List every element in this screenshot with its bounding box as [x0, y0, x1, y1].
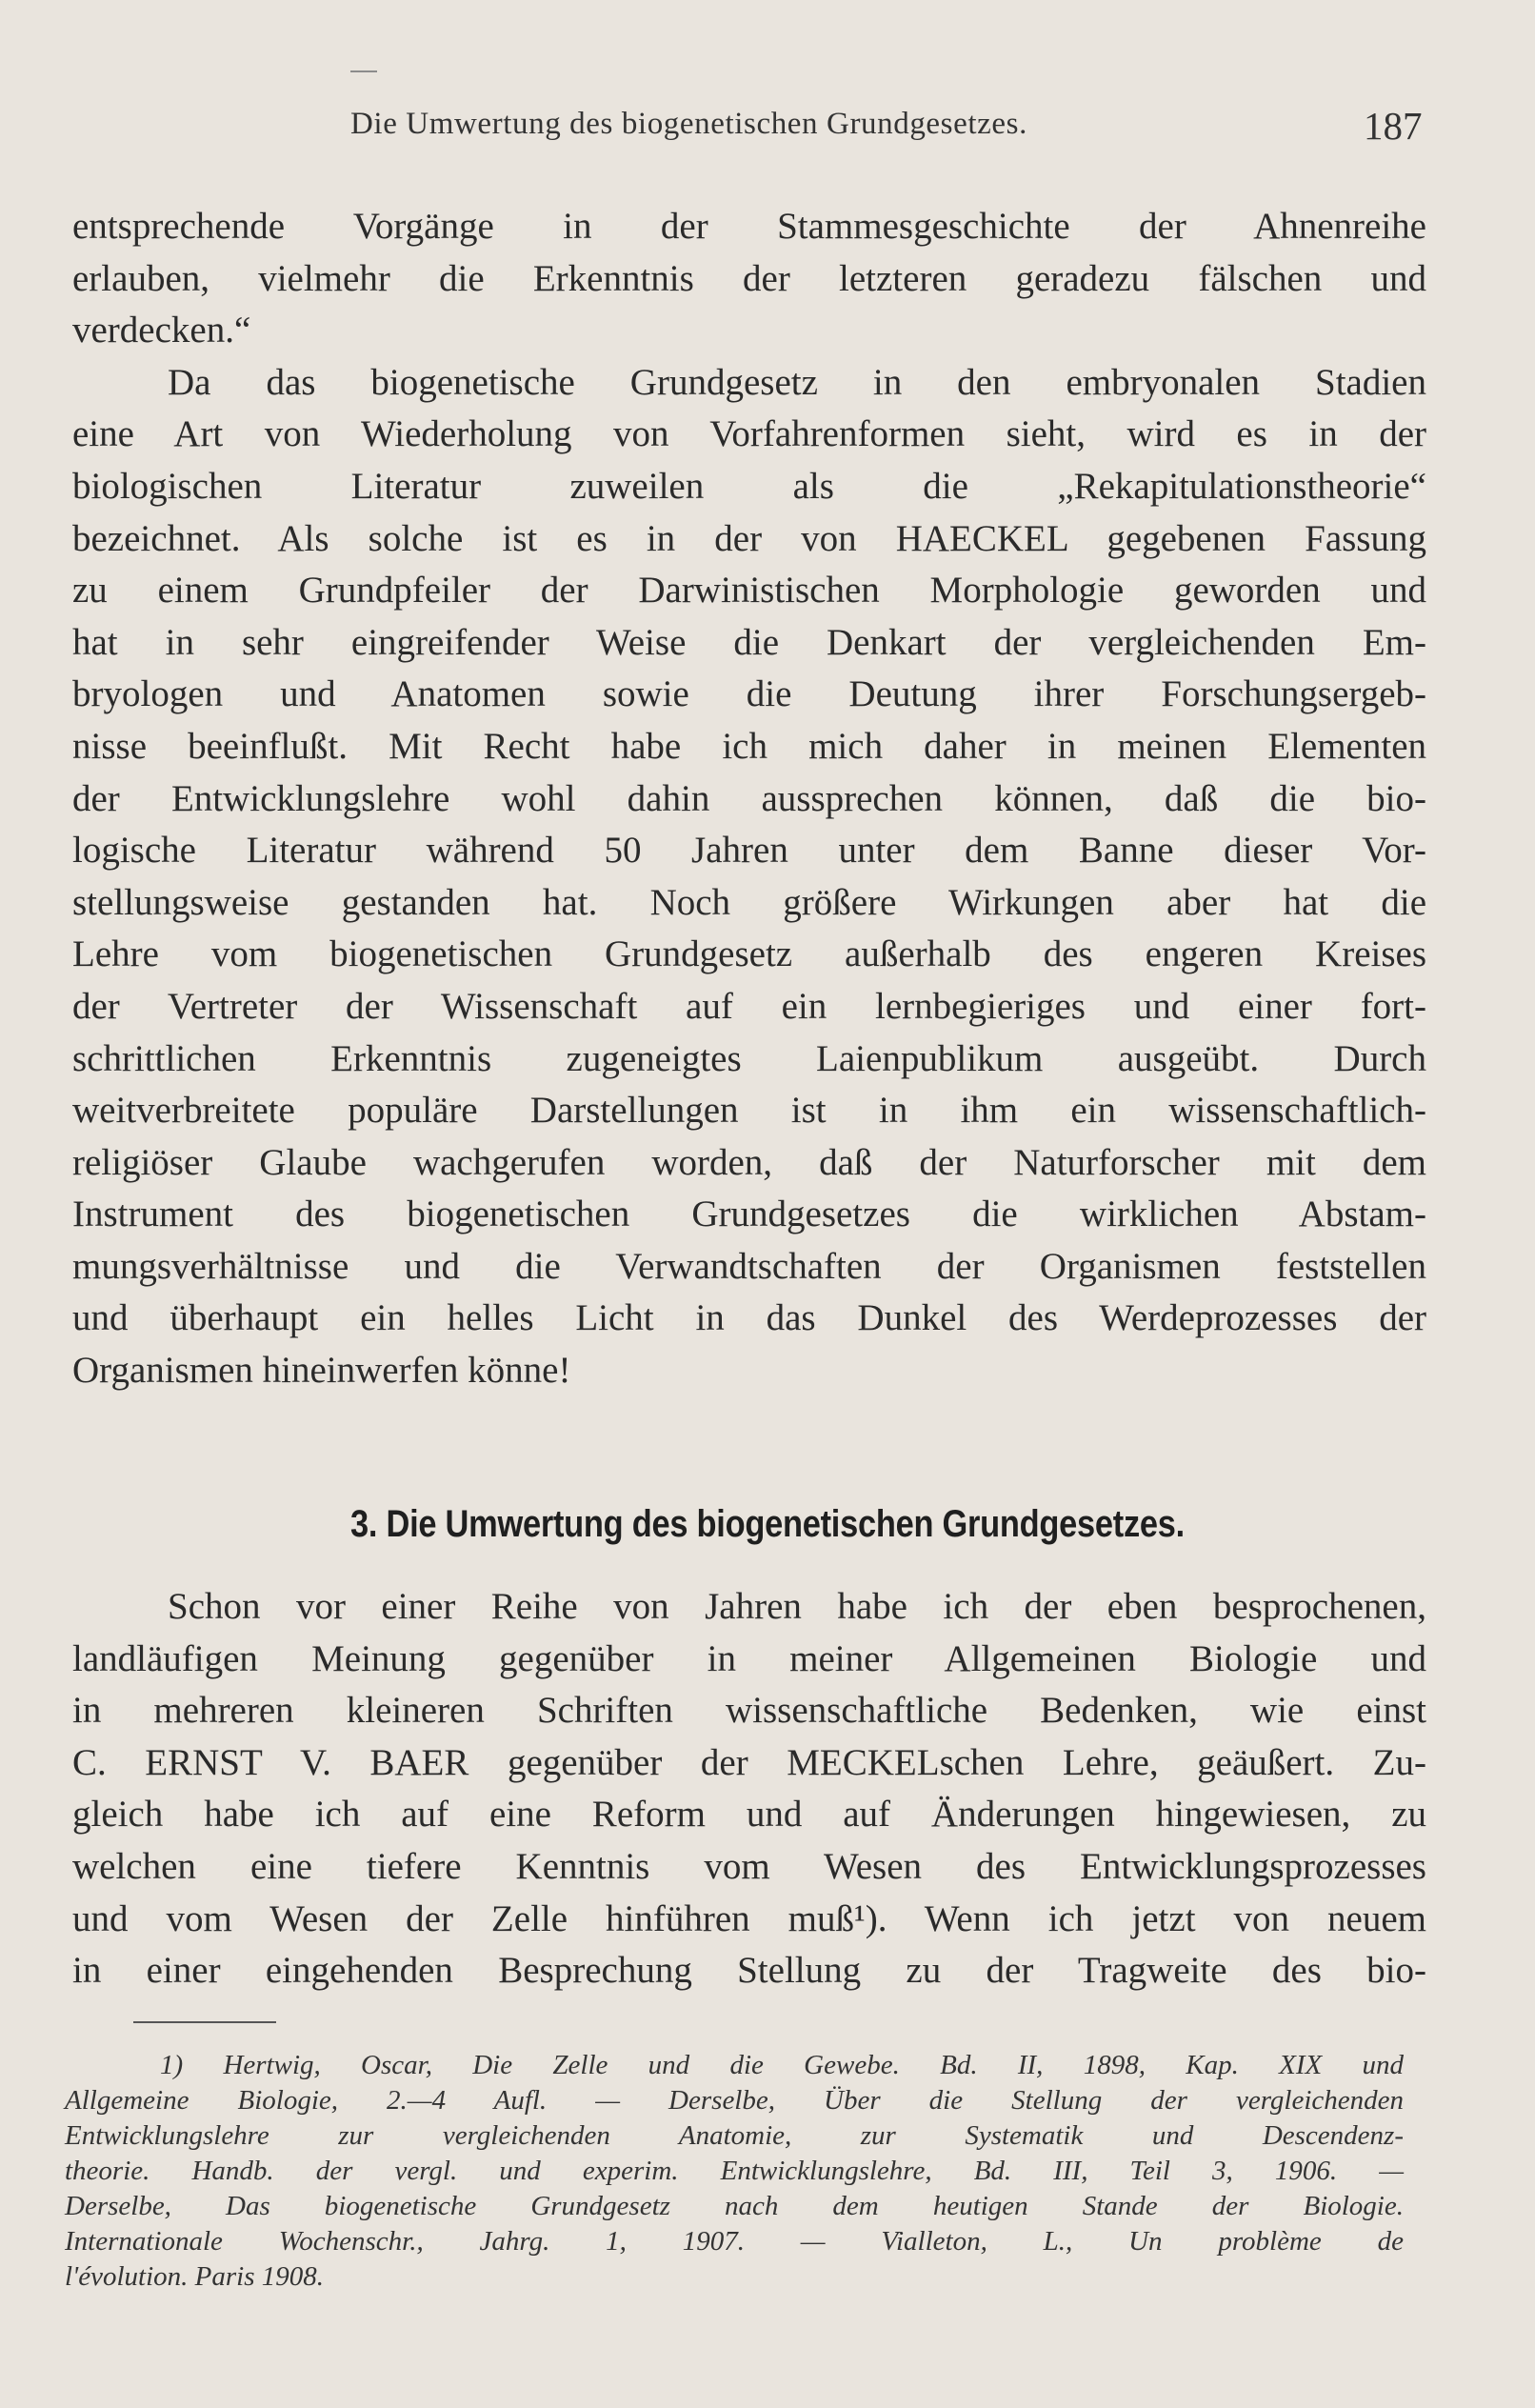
section-heading: 3. Die Umwertung des biogenetischen Grundgesetzes. [350, 1503, 1185, 1545]
footnote-line: Internationale Wochenschr., Jahrg. 1, 1907. — Vialleton, L., Un problème de [65, 2226, 1404, 2257]
text-line: entsprechende Vorgänge in der Stammesgeschichte der Ahnenreihe [72, 206, 1426, 247]
text-line: Schon vor einer Reihe von Jahren habe ich der eben besprochenen, [168, 1586, 1426, 1627]
text-line: landläufigen Meinung gegenüber in meiner Allgemeinen Biologie und [72, 1637, 1426, 1679]
footnote [65, 2048, 1404, 2295]
text-line: erlauben, vielmehr die Erkenntnis der letzteren geradezu fälschen und [72, 257, 1426, 299]
top-rule [350, 70, 377, 72]
text-line: in einer eingehenden Besprechung Stellung zu der Tragweite des bio- [72, 1950, 1426, 1992]
footnote-rule [133, 2021, 276, 2023]
text-line: weitverbreitete populäre Darstellungen ist in ihm ein wissenschaftlich- [72, 1090, 1426, 1132]
body-text-lower [72, 1581, 1426, 1997]
text-line: zu einem Grundpfeiler der Darwinistischen Morphologie geworden und [72, 570, 1426, 612]
text-line: gleich habe ich auf eine Reform und auf Änderungen hingewiesen, zu [72, 1794, 1426, 1836]
text-line: und vom Wesen der Zelle hinführen muß¹). Wenn ich jetzt von neuem [72, 1897, 1426, 1939]
text-line: Organismen hineinwerfen könne! [72, 1350, 571, 1392]
text-line: welchen eine tiefere Kenntnis vom Wesen des Entwicklungsprozesses [72, 1845, 1426, 1887]
text-line: der Vertreter der Wissenschaft auf ein lernbegieriges und einer fort- [72, 985, 1426, 1027]
text-line: mungsverhältnisse und die Verwandtschaften der Organismen feststellen [72, 1245, 1426, 1287]
text-line: biologischen Literatur zuweilen als die „Rekapitulationstheorie“ [72, 465, 1426, 507]
footnote-line: theorie. Handb. der vergl. und experim. Entwicklungslehre, Bd. III, Teil 3, 1906. — [65, 2156, 1404, 2186]
text-line: und überhaupt ein helles Licht in das Dunkel des Werdeprozesses der [72, 1297, 1426, 1339]
text-line: C. ERNST V. BAER gegenüber der MECKELschen Lehre, geäußert. Zu- [72, 1741, 1426, 1783]
page-number: 187 [1364, 104, 1423, 148]
text-line: in mehreren kleineren Schriften wissenschaftliche Bedenken, wie einst [72, 1690, 1426, 1732]
text-line: religiöser Glaube wachgerufen worden, daß der Naturforscher mit dem [72, 1141, 1426, 1183]
text-line: nisse beeinflußt. Mit Recht habe ich mich daher in meinen Elementen [72, 725, 1426, 767]
text-line: bezeichnet. Als solche ist es in der von HAECKEL gegebenen Fassung [72, 517, 1426, 559]
text-line: Da das biogenetische Grundgesetz in den embryonalen Stadien [168, 361, 1426, 403]
text-line: stellungsweise gestanden hat. Noch größere Wirkungen aber hat die [72, 881, 1426, 923]
footnote-line: Derselbe, Das biogenetische Grundgesetz nach dem heutigen Stande der Biologie. [65, 2191, 1404, 2221]
footnote-line: l'évolution. Paris 1908. [65, 2261, 325, 2292]
text-line: eine Art von Wiederholung von Vorfahrenformen sieht, wird es in der [72, 413, 1426, 455]
text-line: der Entwicklungslehre wohl dahin aussprechen können, daß die bio- [72, 777, 1426, 819]
text-line: schrittlichen Erkenntnis zugeneigtes Laienpublikum ausgeübt. Durch [72, 1037, 1426, 1079]
text-line: bryologen und Anatomen sowie die Deutung ihrer Forschungsergeb- [72, 673, 1426, 715]
body-text-upper [72, 201, 1426, 1397]
text-line: hat in sehr eingreifender Weise die Denkart der vergleichenden Em- [72, 621, 1426, 663]
running-head: Die Umwertung des biogenetischen Grundgesetzes. [350, 107, 1027, 141]
footnote-line: Entwicklungslehre zur vergleichenden Anatomie, zur Systematik und Descendenz- [65, 2120, 1404, 2151]
text-line: Lehre vom biogenetischen Grundgesetz außerhalb des engeren Kreises [72, 933, 1426, 975]
footnote-line: Allgemeine Biologie, 2.—4 Aufl. — Derselbe, Über die Stellung der vergleichenden [65, 2085, 1404, 2116]
text-line: logische Literatur während 50 Jahren unter dem Banne dieser Vor- [72, 830, 1426, 872]
footnote-line: 1) Hertwig, Oscar, Die Zelle und die Gewebe. Bd. II, 1898, Kap. XIX und [160, 2050, 1404, 2080]
text-line: Instrument des biogenetischen Grundgesetzes die wirklichen Abstam- [72, 1194, 1426, 1235]
text-line: verdecken.“ [72, 310, 251, 351]
